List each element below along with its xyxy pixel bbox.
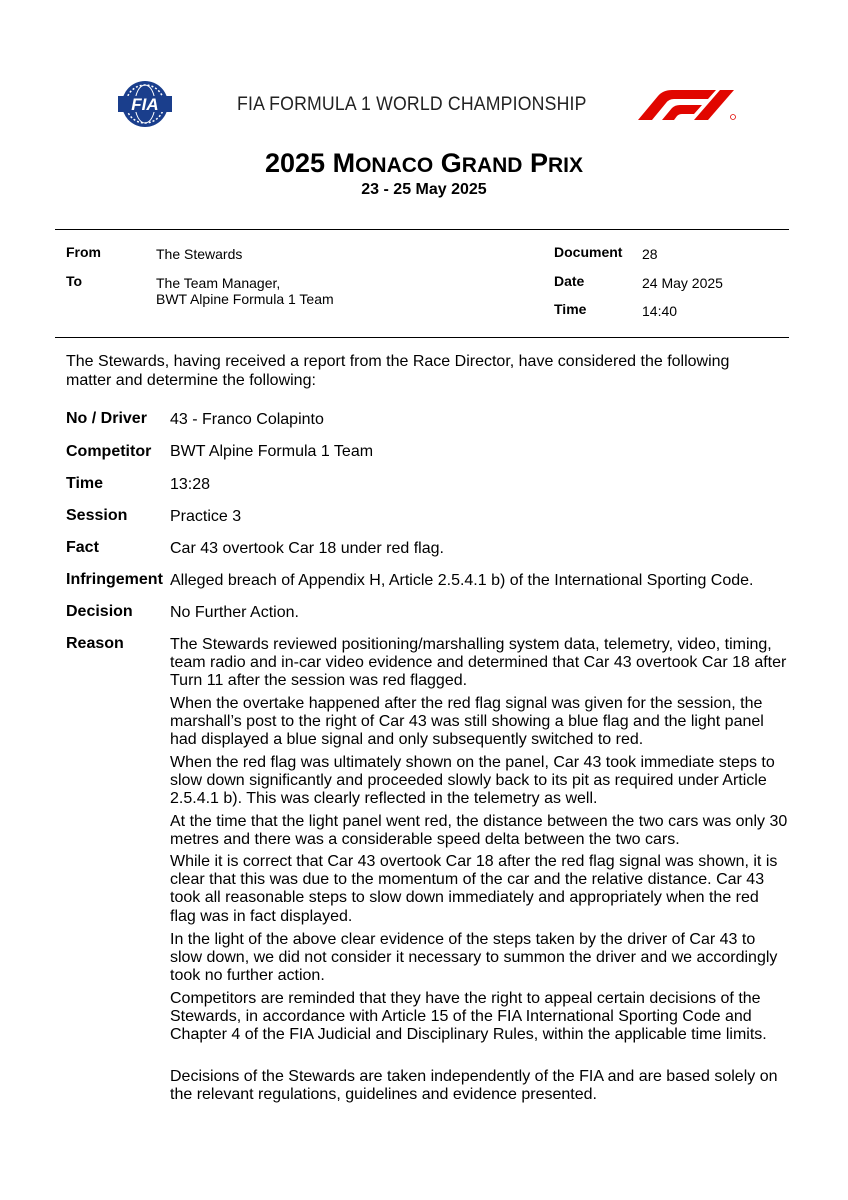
intro-text: The Stewards, having received a report from the Race Director, have considered the following matter and determine the following:: [66, 353, 730, 389]
divider: [55, 337, 789, 338]
incident-time-label: Time: [66, 475, 104, 492]
time-label: Time: [554, 301, 587, 317]
reason-paragraph: While it is correct that Car 43 overtook Car 18 after the red flag signal was shown, it is clear that this was due to the momentum of the car and the relative distance. Car 43 took all reasonable steps to slow down immediately and appropriately when the red flag was in fact displayed.: [170, 853, 778, 925]
reason-paragraph: When the red flag was ultimately shown on the panel, Car 43 took immediate steps to slow down significantly and proceeded slowly back to its pit as required under Article 2.5.4.1 b). This was clearly reflected in the telemetry as well.: [170, 754, 775, 808]
divider: [55, 229, 789, 230]
session-label: Session: [66, 507, 128, 524]
document-label: Document: [554, 244, 623, 260]
reason-paragraph: When the overtake happened after the red flag signal was given for the session, the marshall’s post to the right of Car 43 was still showing a blue flag and the light panel had displayed a blue signal and only subsequently switched to red.: [170, 695, 764, 749]
reason-label: Reason: [66, 635, 124, 652]
from-value: The Stewards: [156, 246, 243, 262]
reason-paragraph: In the light of the above clear evidence of the steps taken by the driver of Car 43 to slow down, we did not consider it necessary to summon the driver and we accordingly took no further action.: [170, 931, 778, 985]
competitor-label: Competitor: [66, 443, 152, 460]
reason-paragraph: Competitors are reminded that they have the right to appeal certain decisions of the Stewards, in accordance with Article 15 of the FIA International Sporting Code and Chapter 4 of the FIA Judicial and Disciplinary Rules, within the applicable time limits.: [170, 990, 767, 1044]
svg-text:FIA: FIA: [131, 95, 159, 114]
to-label: To: [66, 273, 83, 289]
event-title: 2025 MONACO GRAND PRIX: [264, 148, 583, 178]
fact-label: Fact: [66, 539, 99, 556]
fia-logo-icon: [110, 79, 180, 129]
fact-value: Car 43 overtook Car 18 under red flag.: [170, 540, 444, 557]
event-dates: 23 - 25 May 2025: [361, 181, 487, 198]
decision-label: Decision: [66, 603, 133, 620]
date-value: 24 May 2025: [642, 275, 723, 291]
from-label: From: [66, 244, 101, 260]
reason-paragraph: At the time that the light panel went red, the distance between the two cars was only 30 metres and there was a considerable speed delta between the two cars.: [170, 813, 788, 849]
infringement-value: Alleged breach of Appendix H, Article 2.5.4.1 b) of the International Sporting Code.: [170, 572, 754, 589]
f1-logo-icon: [636, 88, 738, 122]
driver-label: No / Driver: [66, 410, 147, 427]
reason-paragraph: Decisions of the Stewards are taken independently of the FIA and are based solely on the relevant regulations, guidelines and evidence presented.: [170, 1068, 778, 1104]
document-number: 28: [642, 246, 658, 262]
driver-value: 43 - Franco Colapinto: [170, 411, 324, 428]
championship-title: FIA FORMULA 1 WORLD CHAMPIONSHIP: [237, 94, 587, 115]
incident-time-value: 13:28: [170, 476, 211, 493]
date-label: Date: [554, 273, 585, 289]
infringement-label: Infringement: [66, 571, 163, 588]
reason-paragraph: The Stewards reviewed positioning/marshalling system data, telemetry, video, timing, team radio and in-car video evidence and determined that Car 43 overtook Car 18 after Turn 11 after the session was red flagged.: [170, 636, 787, 690]
competitor-value: BWT Alpine Formula 1 Team: [170, 443, 374, 460]
decision-value: No Further Action.: [170, 604, 299, 621]
session-value: Practice 3: [170, 508, 242, 525]
time-value: 14:40: [642, 303, 678, 319]
to-value: The Team Manager, BWT Alpine Formula 1 Team: [156, 275, 334, 307]
